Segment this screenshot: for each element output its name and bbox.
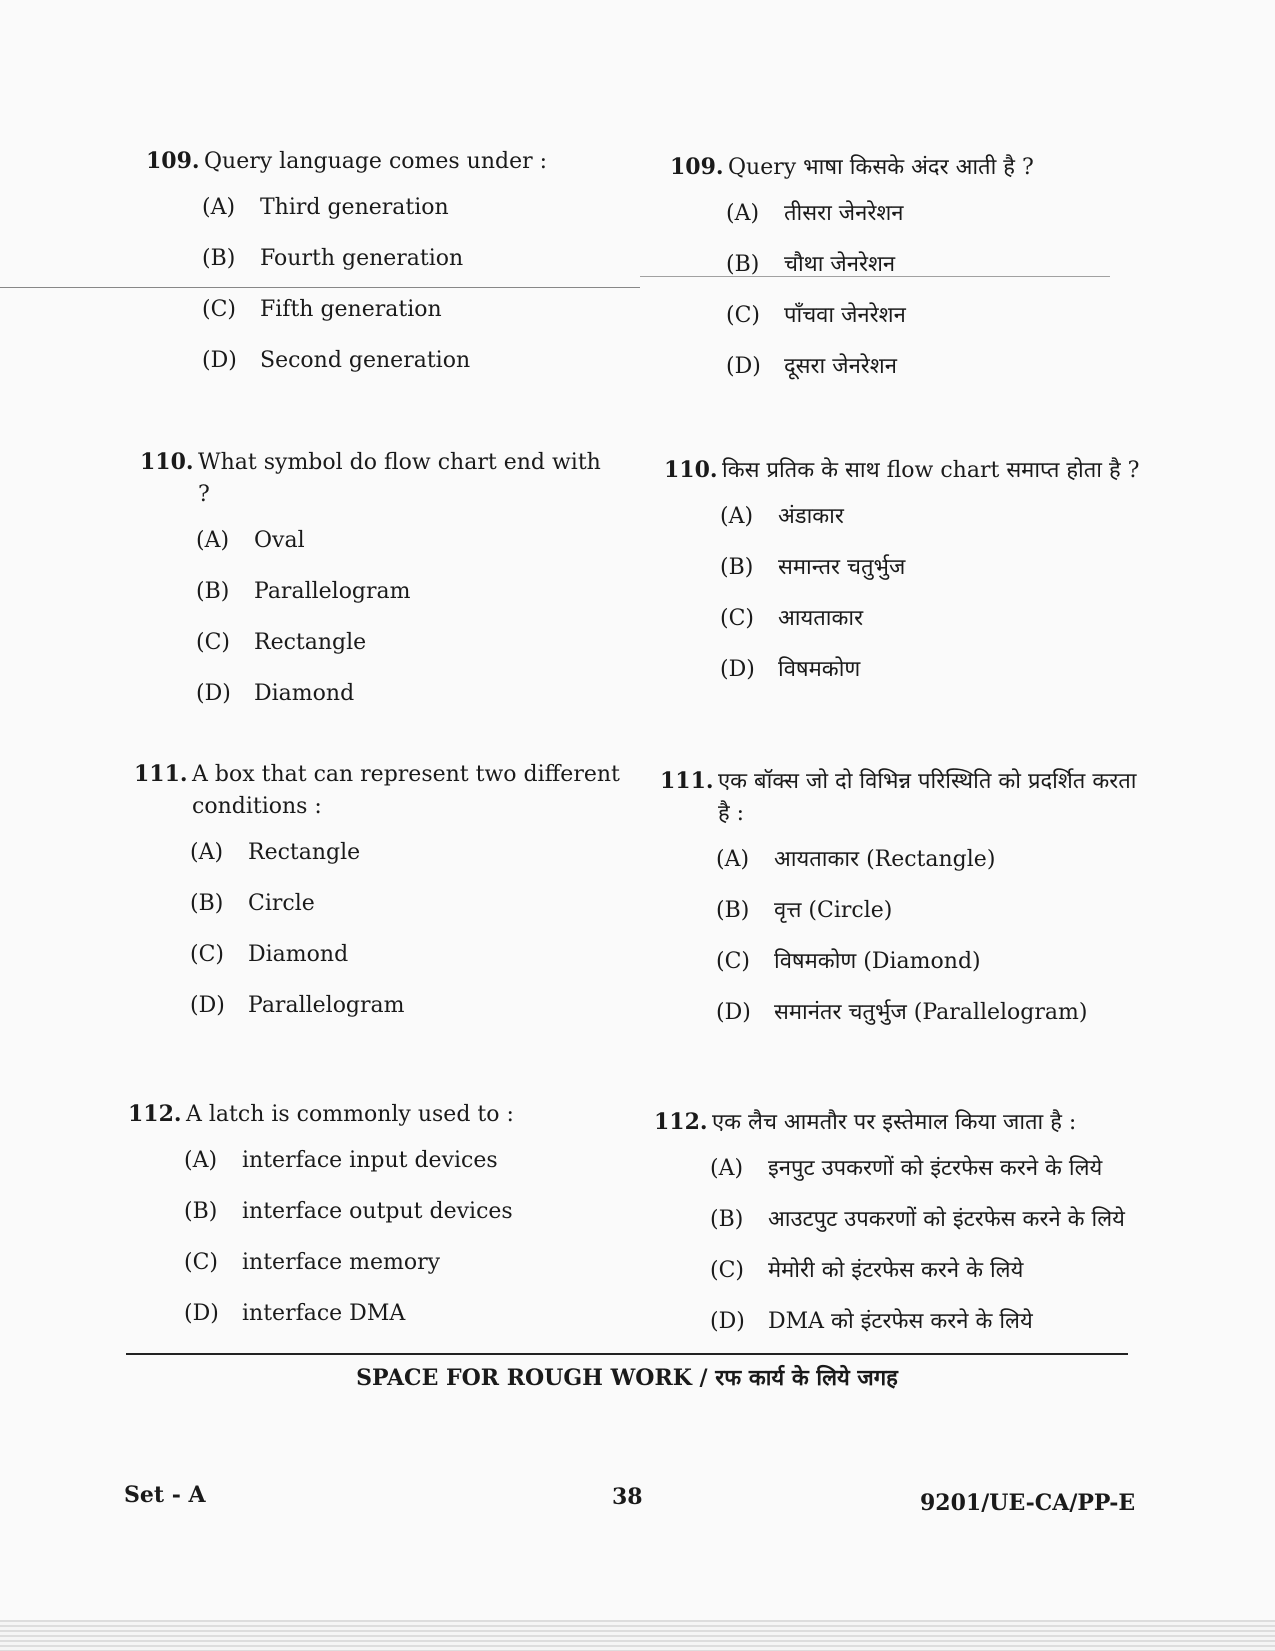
option-a: (A) अंडाकार	[720, 504, 844, 529]
option-d: (D) दूसरा जेनरेशन	[726, 354, 897, 379]
option-b: (B) interface output devices	[184, 1199, 513, 1224]
option-c: (C) Fifth generation	[202, 297, 442, 322]
question-number: 110.	[664, 457, 718, 483]
option-a: (A) Rectangle	[190, 840, 361, 865]
option-a: (A) interface input devices	[184, 1148, 498, 1173]
option-a: (A) आयताकार (Rectangle)	[716, 847, 996, 872]
question-text: What symbol do flow chart end with ?	[198, 450, 601, 507]
question-number: 112.	[128, 1101, 182, 1127]
paper-code: 9201/UE-CA/PP-E	[920, 1490, 1136, 1516]
option-c: (C) विषमकोण (Diamond)	[716, 949, 981, 974]
question-number: 112.	[654, 1109, 708, 1135]
question-109-en	[146, 145, 616, 396]
option-b: (B) समान्तर चतुर्भुज	[720, 555, 906, 580]
question-text: Query भाषा किसके अंदर आती है ?	[728, 155, 1034, 180]
option-b: (B) चौथा जेनरेशन	[726, 252, 896, 277]
option-b: (B) Fourth generation	[202, 246, 464, 271]
option-d: (D) Second generation	[202, 348, 471, 373]
option-c: (C) पाँचवा जेनरेशन	[726, 303, 906, 328]
option-c: (C) आयताकार	[720, 606, 864, 631]
page-number: 38	[612, 1484, 643, 1510]
option-b: (B) आउटपुट उपकरणों को इंटरफेस करने के लिये	[710, 1207, 1125, 1232]
option-b: (B) वृत्त (Circle)	[716, 898, 893, 923]
option-d: (D) interface DMA	[184, 1301, 406, 1326]
question-number: 110.	[140, 449, 194, 475]
option-a: (A) Third generation	[202, 195, 449, 220]
option-b: (B) Circle	[190, 891, 315, 916]
question-110-en	[140, 446, 610, 729]
question-text: A box that can represent two different conditions :	[192, 762, 620, 819]
rough-work-divider	[126, 1353, 1128, 1355]
option-c: (C) मेमोरी को इंटरफेस करने के लिये	[710, 1258, 1024, 1283]
question-109-hi	[670, 151, 1140, 402]
question-number: 109.	[146, 148, 200, 174]
option-c: (C) Rectangle	[196, 630, 367, 655]
option-d: (D) समानंतर चतुर्भुज (Parallelogram)	[716, 1000, 1088, 1025]
question-text: किस प्रतिक के साथ flow chart समाप्त होता है ?	[722, 458, 1140, 483]
rough-work-label: SPACE FOR ROUGH WORK / रफ कार्य के लिये जगह	[356, 1365, 898, 1391]
option-c: (C) Diamond	[190, 942, 349, 967]
question-text: एक लैच आमतौर पर इस्तेमाल किया जाता है :	[712, 1110, 1077, 1135]
option-a: (A) Oval	[196, 528, 305, 553]
option-a: (A) तीसरा जेनरेशन	[726, 201, 904, 226]
question-112-en	[128, 1098, 618, 1349]
option-a: (A) इनपुट उपकरणों को इंटरफेस करने के लिये	[710, 1156, 1103, 1181]
question-text: Query language comes under :	[204, 149, 548, 174]
question-111-en	[134, 758, 624, 1041]
option-b: (B) Parallelogram	[196, 579, 411, 604]
question-text: A latch is commonly used to :	[186, 1102, 514, 1127]
question-number: 111.	[660, 768, 714, 794]
question-110-hi	[664, 454, 1144, 705]
scan-edge	[0, 1620, 1275, 1651]
option-d: (D) Parallelogram	[190, 993, 405, 1018]
question-112-hi	[654, 1106, 1154, 1357]
option-d: (D) Diamond	[196, 681, 355, 706]
option-c: (C) interface memory	[184, 1250, 441, 1275]
question-111-hi	[660, 765, 1140, 1048]
question-number: 111.	[134, 761, 188, 787]
option-d: (D) DMA को इंटरफेस करने के लिये	[710, 1309, 1033, 1334]
set-label: Set - A	[124, 1482, 206, 1508]
option-d: (D) विषमकोण	[720, 657, 861, 682]
question-text: एक बॉक्स जो दो विभिन्न परिस्थिति को प्रदर्शित करता है :	[718, 769, 1137, 826]
question-number: 109.	[670, 154, 724, 180]
